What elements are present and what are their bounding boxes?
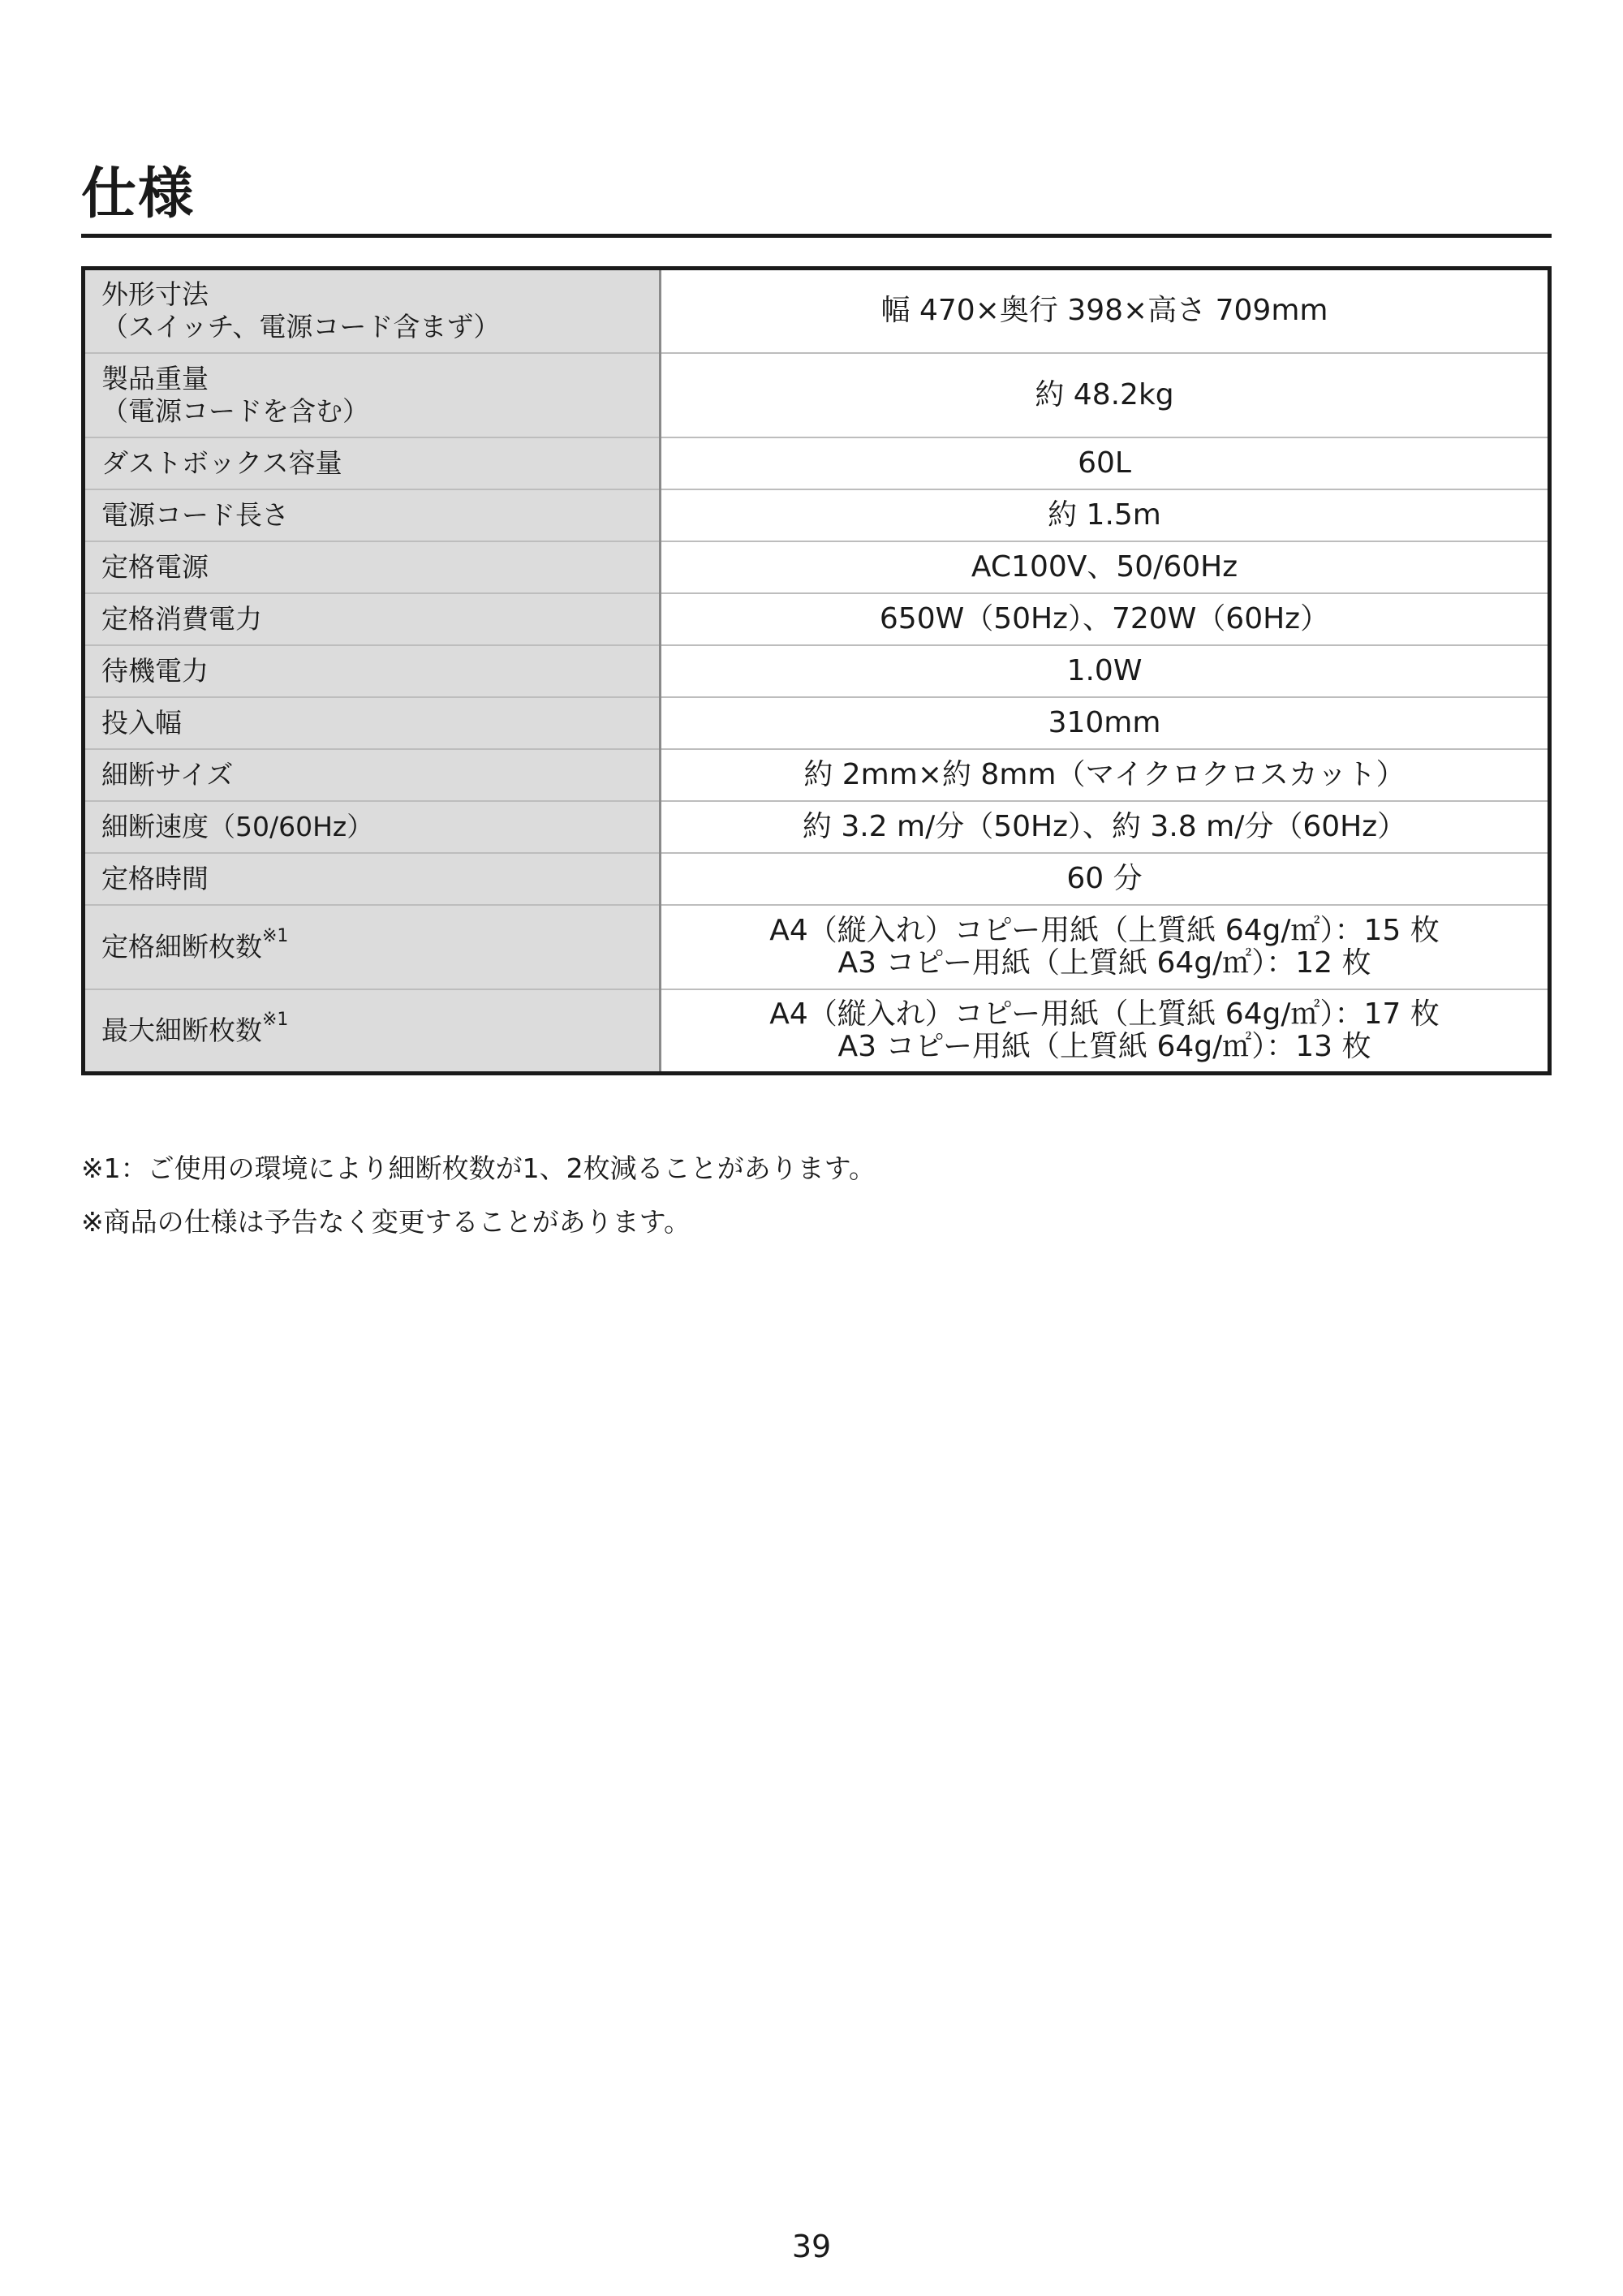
spec-value-cell bbox=[661, 593, 1550, 645]
spec-value: 約 3.2 m/分（50Hz）、約 3.8 m/分（60Hz） bbox=[802, 809, 1407, 843]
footnote-2: ※商品の仕様は予告なく変更することがあります。 bbox=[81, 1206, 691, 1238]
spec-value-cell bbox=[661, 749, 1550, 801]
spec-row-max-sheets bbox=[84, 989, 1550, 1074]
spec-row-rated-time bbox=[84, 853, 1550, 905]
spec-value: 幅 470×奥行 398×高さ 709mm bbox=[880, 294, 1328, 328]
spec-value: A3 コピー用紙（上質紙 64g/㎡）：12 枚 bbox=[837, 946, 1371, 980]
spec-label: 定格消費電力 bbox=[101, 602, 262, 635]
spec-value: A4（縦入れ）コピー用紙（上質紙 64g/㎡）：15 枚 bbox=[769, 913, 1440, 947]
spec-label: ダストボックス容量 bbox=[101, 446, 342, 479]
spec-value: 60 分 bbox=[1066, 861, 1143, 895]
spec-label-cell bbox=[84, 645, 661, 697]
spec-label-cell bbox=[84, 489, 661, 541]
spec-label: 細断速度（50/60Hz） bbox=[101, 810, 374, 842]
spec-value-cell bbox=[661, 853, 1550, 905]
page-title: 仕様 bbox=[81, 162, 196, 226]
spec-value-cell bbox=[661, 801, 1550, 853]
spec-value-cell bbox=[661, 489, 1550, 541]
spec-label-cell bbox=[84, 541, 661, 593]
spec-value-cell bbox=[661, 697, 1550, 749]
spec-row-standby-power bbox=[84, 645, 1550, 697]
spec-value: A3 コピー用紙（上質紙 64g/㎡）：13 枚 bbox=[837, 1029, 1371, 1063]
spec-label-cell bbox=[84, 801, 661, 853]
spec-row-power-supply bbox=[84, 541, 1550, 593]
spec-value: 約 1.5m bbox=[1048, 498, 1161, 532]
spec-value: 約 48.2kg bbox=[1035, 377, 1174, 411]
spec-row-shred-speed bbox=[84, 801, 1550, 853]
spec-label: 電源コード長さ bbox=[101, 498, 289, 531]
spec-label-cell bbox=[84, 353, 661, 437]
spec-row-dimensions bbox=[84, 269, 1550, 353]
spec-row-shred-size bbox=[84, 749, 1550, 801]
spec-label-cell bbox=[84, 989, 661, 1074]
spec-value-cell bbox=[661, 541, 1550, 593]
spec-label: 細断サイズ bbox=[101, 758, 234, 790]
footnote-1: ※1：ご使用の環境により細断枚数が1、2枚減ることがあります。 bbox=[81, 1152, 876, 1184]
spec-label-cell bbox=[84, 749, 661, 801]
spec-row-feed-width bbox=[84, 697, 1550, 749]
spec-label: 投入幅 bbox=[101, 706, 182, 739]
spec-label: 最大細断枚数 bbox=[101, 1014, 262, 1046]
spec-value-cell bbox=[661, 269, 1550, 353]
spec-label-cell bbox=[84, 697, 661, 749]
page-number: 39 bbox=[791, 2229, 832, 2264]
spec-value-cell bbox=[661, 645, 1550, 697]
spec-label: 定格電源 bbox=[101, 550, 209, 583]
spec-value: 約 2mm×約 8mm（マイクロクロスカット） bbox=[803, 757, 1406, 791]
spec-value-cell bbox=[661, 353, 1550, 437]
spec-value: 650W（50Hz）、720W（60Hz） bbox=[879, 601, 1330, 635]
spec-label-cell bbox=[84, 437, 661, 489]
spec-value: 1.0W bbox=[1066, 653, 1143, 687]
spec-row-rated-sheets bbox=[84, 905, 1550, 989]
spec-label: 外形寸法 bbox=[101, 278, 209, 311]
spec-label: 待機電力 bbox=[101, 654, 209, 687]
spec-value-cell bbox=[661, 437, 1550, 489]
spec-table bbox=[81, 266, 1552, 1075]
spec-value: 310mm bbox=[1048, 705, 1161, 739]
spec-label-cell bbox=[84, 593, 661, 645]
spec-label-sub: （電源コードを含む） bbox=[101, 394, 369, 427]
spec-label: 定格時間 bbox=[101, 862, 209, 894]
footnotes bbox=[81, 1152, 876, 1260]
spec-row-power-consumption bbox=[84, 593, 1550, 645]
footnote-marker: ※1 bbox=[262, 925, 289, 946]
spec-value-cell bbox=[661, 989, 1550, 1074]
spec-row-weight bbox=[84, 353, 1550, 437]
spec-value: A4（縦入れ）コピー用紙（上質紙 64g/㎡）：17 枚 bbox=[769, 997, 1440, 1031]
spec-label-cell bbox=[84, 905, 661, 989]
spec-label-cell bbox=[84, 269, 661, 353]
spec-row-dustbox bbox=[84, 437, 1550, 489]
spec-label: 定格細断枚数 bbox=[101, 930, 262, 963]
footnote-marker: ※1 bbox=[262, 1009, 289, 1030]
spec-value-cell bbox=[661, 905, 1550, 989]
title-underline bbox=[81, 234, 1552, 238]
spec-value: AC100V、50/60Hz bbox=[971, 549, 1238, 584]
spec-value: 60L bbox=[1078, 446, 1131, 480]
spec-label: 製品重量 bbox=[101, 362, 209, 394]
spec-row-cord-length bbox=[84, 489, 1550, 541]
spec-label-sub: （スイッチ、電源コード含まず） bbox=[101, 311, 501, 343]
spec-label-cell bbox=[84, 853, 661, 905]
